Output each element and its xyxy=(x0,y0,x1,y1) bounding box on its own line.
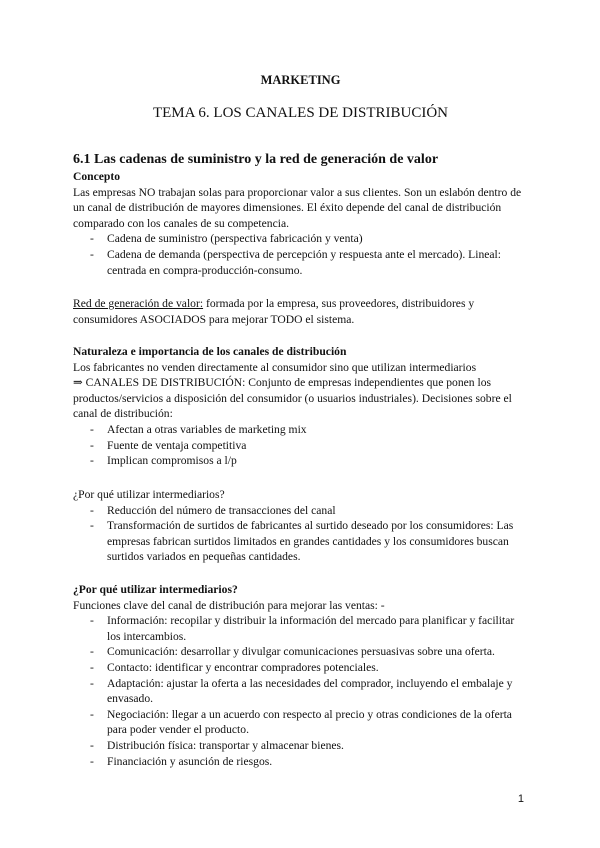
list-item: - Transformación de surtidos de fabricantes al surtido deseado por los consumidores: Las empresas fabrican surtidos limitados en grandes cantidades y los consumidores buscan surtidos variados en pequeñas cantidades. xyxy=(73,518,528,565)
list-item: - Fuente de ventaja competitiva xyxy=(73,438,528,454)
red-paragraph xyxy=(73,296,528,327)
funciones-list xyxy=(73,613,528,769)
porque-heading: ¿Por qué utilizar intermediarios? xyxy=(73,583,238,596)
naturaleza-heading: Naturaleza e importancia de los canales de distribución xyxy=(73,345,347,358)
funciones-intro: Funciones clave del canal de distribución para mejorar las ventas: - xyxy=(73,598,385,612)
red-term: Red de generación de valor: xyxy=(73,297,204,310)
concepto-section xyxy=(73,169,528,278)
porque-section-2 xyxy=(73,582,528,769)
section-title: 6.1 Las cadenas de suministro y la red de generación de valor xyxy=(73,152,439,167)
naturaleza-paragraph-2: ⇒ CANALES DE DISTRIBUCIÓN: Conjunto de empresas independientes que ponen los productos/servicios a disposición del consumidor (o usuarios industriales). Decisiones sobre el canal de distribución: xyxy=(73,376,512,421)
document-title: MARKETING xyxy=(260,73,341,87)
list-item: - Contacto: identificar y encontrar compradores potenciales. xyxy=(73,660,528,676)
porque-list-1 xyxy=(73,503,528,565)
tema-title: TEMA 6. LOS CANALES DE DISTRIBUCIÓN xyxy=(152,105,448,121)
porque-section-1 xyxy=(73,487,528,565)
list-item: - Implican compromisos a l/p xyxy=(73,453,528,469)
concepto-heading: Concepto xyxy=(73,170,121,183)
list-item: - Financiación y asunción de riesgos. xyxy=(73,754,528,770)
concepto-paragraph: Las empresas NO trabajan solas para proporcionar valor a sus clientes. Son un eslabón dentro de un canal de distribución de mayores dimensiones. El éxito depende del canal de distribución comparado con los canales de su competencia. xyxy=(73,185,522,230)
list-item: - Afectan a otras variables de marketing mix xyxy=(73,422,528,438)
list-item: - Información: recopilar y distribuir la información del mercado para planificar y facilitar los intercambios. xyxy=(73,613,528,644)
list-item: - Cadena de suministro (perspectiva fabricación y venta) xyxy=(73,231,528,247)
naturaleza-section xyxy=(73,344,528,469)
concepto-list xyxy=(73,231,528,278)
naturaleza-list xyxy=(73,422,528,469)
red-section xyxy=(73,296,528,327)
list-item: - Adaptación: ajustar la oferta a las necesidades del comprador, incluyendo el embalaje y envasado. xyxy=(73,676,528,707)
list-item: - Negociación: llegar a un acuerdo con respecto al precio y otras condiciones de la oferta para poder vender el producto. xyxy=(73,707,528,738)
list-item: - Reducción del número de transacciones del canal xyxy=(73,503,528,519)
list-item: - Cadena de demanda (perspectiva de percepción y respuesta ante el mercado). Lineal: centrada en compra-producción-consumo. xyxy=(73,247,528,278)
list-item: - Comunicación: desarrollar y divulgar comunicaciones persuasivas sobre una oferta. xyxy=(73,644,528,660)
list-item: - Distribución física: transportar y almacenar bienes. xyxy=(73,738,528,754)
naturaleza-paragraph-1: Los fabricantes no venden directamente al consumidor sino que utilizan intermediarios xyxy=(73,360,477,374)
porque-question: ¿Por qué utilizar intermediarios? xyxy=(73,488,225,501)
red-text: formada por la empresa, sus proveedores, distribuidores y consumidores ASOCIADOS para mejorar TODO el sistema. xyxy=(73,297,475,326)
page-number: 1 xyxy=(517,793,524,806)
